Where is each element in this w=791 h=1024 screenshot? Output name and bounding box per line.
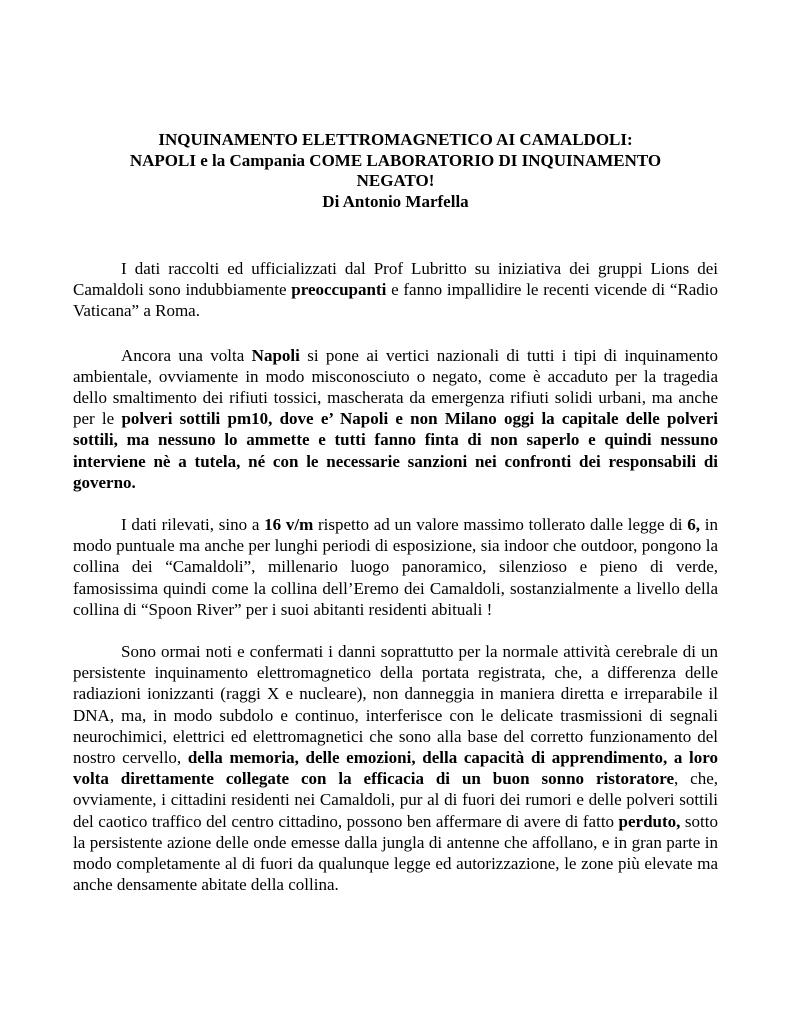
paragraph-1-text-b: e fanno impallidire le recenti vicende di “Radio Vaticana” a Roma. <box>73 280 718 321</box>
paragraph-2-text-b: si pone ai vertici nazionali di tutti i tipi di inquinamento ambientale, ovviamente in modo misconosciuto o negato, come è accaduto per la tragedia dello smaltimento dei rifiuti tossici, mascherata da emergenza rifiuti solidi urbani, ma anche per le <box>73 345 718 429</box>
paragraph-4-text-b: , che, ovviamente, i cittadini residenti nei Camaldoli, pur al di fuori dei rumori e delle polveri sottili del caotico traffico del centro cittadino, possono ben affermare di avere di fatto <box>73 769 718 831</box>
title-line-2: NAPOLI e la Campania COME LABORATORIO DI INQUINAMENTO <box>129 150 662 170</box>
paragraph-3-bold-b: 6, <box>687 515 701 535</box>
paragraph-3-bold-a: 16 v/m <box>264 515 314 535</box>
paragraph-4-bold-a: della memoria, delle emozioni, della capacità di apprendimento, a loro volta direttamente collegate con la efficacia di un buon sonno ristoratore <box>73 748 719 789</box>
title-line-3: NEGATO! <box>356 171 435 190</box>
paragraph-3-text-b: rispetto ad un valore massimo tollerato dalle legge di <box>313 515 688 535</box>
paragraph-3-text-c: in modo puntuale ma anche per lunghi periodi di esposizione, sia indoor che outdoor, pongono la collina dei “Camaldoli”, millenario luogo panoramico, silenzioso e pieno di verde, famosissima quindi come la collina dell’Eremo dei Camaldoli, sostanzialmente a livello della collina di “Spoon River” per i suoi abitanti residenti abituali ! <box>73 515 718 619</box>
paragraph-4-bold-b: perduto, <box>618 811 681 831</box>
document-body <box>73 258 718 917</box>
title-line-1: INQUINAMENTO ELETTROMAGNETICO AI CAMALDOLI: <box>158 130 633 149</box>
paragraph-3-text-a: I dati rilevati, sino a <box>121 515 265 535</box>
paragraph-1 <box>73 258 718 322</box>
paragraph-2-bold-a: Napoli <box>251 345 300 365</box>
paragraph-1-bold-a: preoccupanti <box>291 280 387 300</box>
paragraph-4-text-a: Sono ormai noti e confermati i danni soprattutto per la normale attività cerebrale di un persistente inquinamento elettromagnetico della portata registrata, che, a differenza delle radiazioni ionizzanti (raggi X e nucleare), non danneggia in maniera diretta e irreparabile il DNA, ma, in modo subdolo e continuo, interferisce con le delicate trasmissioni di segnali neurochimici, elettrici ed elettromagnetici che sono alla base del corretto funzionamento del nostro cervello, <box>73 642 718 768</box>
paragraph-4-text-c: sotto la persistente azione delle onde emesse dalla jungla di antenne che affollano, e in gran parte in modo completamente al di fuori da qualunque legge ed autorizzazione, le zone più elevate ma anche densamente abitate della collina. <box>73 811 718 895</box>
paragraph-1-text-a: I dati raccolti ed ufficializzati dal Prof Lubritto su iniziativa dei gruppi Lions dei Camaldoli sono indubbiamente <box>73 259 718 300</box>
paragraph-2 <box>73 345 718 493</box>
document-title <box>100 130 691 212</box>
paragraph-3 <box>73 514 718 620</box>
author-line: Di Antonio Marfella <box>322 191 469 211</box>
paragraph-2-text-a: Ancora una volta <box>121 345 252 365</box>
paragraph-2-bold-b: polveri sottili pm10, dove e’ Napoli e non Milano oggi la capitale delle polveri sottili, ma nessuno lo ammette e tutti fanno finta di non saperlo e quindi nessuno interviene nè a tutela, né con le necessarie sanzioni nei confronti dei responsabili di governo. <box>73 409 718 492</box>
paragraph-4 <box>73 641 718 895</box>
